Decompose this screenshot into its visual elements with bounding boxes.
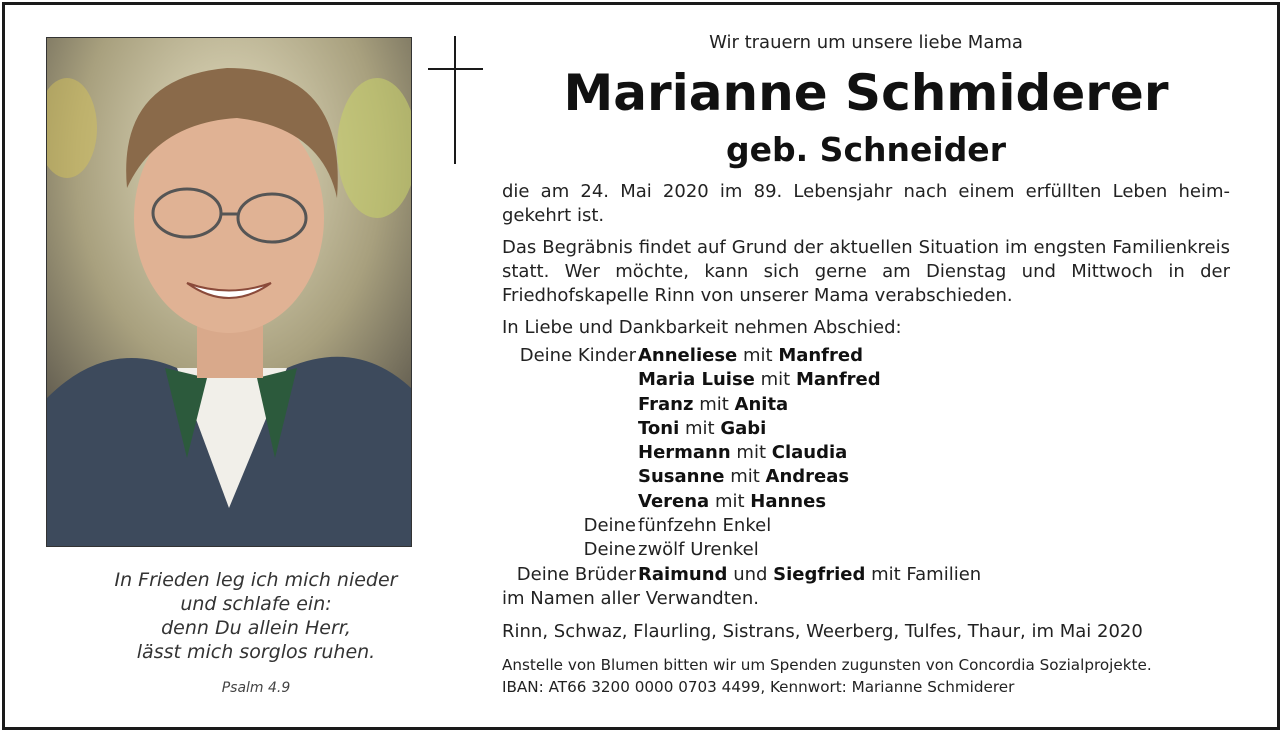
with-word: mit xyxy=(760,369,791,391)
donation-iban: IBAN: AT66 3200 0000 0703 4499, Kennwort: Marianne Schmiderer xyxy=(502,678,1015,696)
children-row-4 xyxy=(502,417,1230,441)
portrait-photo xyxy=(46,37,412,547)
child-name: Hermann xyxy=(638,442,731,464)
with-word: mit xyxy=(730,466,760,488)
child-name: Susanne xyxy=(638,466,725,488)
portrait-illustration xyxy=(47,38,411,546)
intro-line: Wir trauern um unsere liebe Mama xyxy=(709,32,1023,53)
partner-name: Manfred xyxy=(795,369,881,391)
children-row-2 xyxy=(502,368,1230,392)
with-word: mit xyxy=(736,442,767,464)
partner-name: Hannes xyxy=(750,490,827,512)
children-row-5 xyxy=(502,441,1230,465)
child-name: Franz xyxy=(638,393,694,415)
children-label: Deine Kinder xyxy=(519,345,636,366)
brother-name: Siegfried xyxy=(773,563,866,585)
partner-name: Andreas xyxy=(765,466,850,488)
cross-vertical-bar xyxy=(454,36,456,164)
deceased-name: Marianne Schmiderer xyxy=(563,64,1169,122)
child-name: Anneliese xyxy=(638,345,738,366)
children-row-1 xyxy=(502,344,1230,368)
with-word: mit xyxy=(684,417,715,439)
brother-name: Raimund xyxy=(638,563,728,585)
cross-horizontal-bar xyxy=(428,68,483,70)
funeral-paragraph: Das Begräbnis findet auf Grund der aktuellen Situation im engsten Familienkreis statt. Wer möchte, kann sich gerne am Dienstag und Mittwoch in der Friedhofskapelle Rinn von unserer Mama verabschieden. xyxy=(502,237,1230,306)
children-row-6 xyxy=(502,465,1230,489)
child-name: Toni xyxy=(638,417,680,439)
brothers-suffix: mit Familien xyxy=(871,563,982,585)
quote-reference: Psalm 4.9 xyxy=(221,680,291,696)
relatives-row xyxy=(502,587,1230,611)
grandchildren-row xyxy=(502,514,1230,538)
and-word: und xyxy=(733,563,768,585)
children-row-3 xyxy=(502,393,1230,417)
child-name: Maria Luise xyxy=(638,369,755,391)
great-grandchildren-label: Deine xyxy=(583,539,636,561)
brothers-label: Deine Brüder xyxy=(516,563,636,585)
brothers-row xyxy=(502,563,1230,587)
partner-name: Gabi xyxy=(720,417,767,439)
partner-name: Manfred xyxy=(778,345,863,366)
grandchildren-label: Deine xyxy=(583,515,636,537)
mourners-list xyxy=(502,344,1230,611)
farewell-line: In Liebe und Dankbarkeit nehmen Abschied: xyxy=(502,317,902,338)
with-word: mit xyxy=(742,345,773,366)
children-row-7 xyxy=(502,490,1230,514)
quote-line: denn Du allein Herr, xyxy=(161,617,351,639)
maiden-name: geb. Schneider xyxy=(726,130,1006,169)
with-word: mit xyxy=(699,393,729,415)
death-paragraph: die am 24. Mai 2020 im 89. Lebensjahr nach einem erfüllten Leben heim-gekehrt ist. xyxy=(502,181,1230,226)
child-name: Verena xyxy=(638,490,710,512)
quote-line: und schlafe ein: xyxy=(180,593,332,615)
grandchildren-value: fünfzehn Enkel xyxy=(638,515,772,537)
quote-line: In Frieden leg ich mich nieder xyxy=(114,569,398,591)
great-grandchildren-row xyxy=(502,538,1230,562)
with-word: mit xyxy=(714,490,745,512)
places-date: Rinn, Schwaz, Flaurling, Sistrans, Weerberg, Tulfes, Thaur, im Mai 2020 xyxy=(502,621,1143,642)
relatives-line: im Namen aller Verwandten. xyxy=(502,587,759,609)
great-grandchildren-value: zwölf Urenkel xyxy=(638,539,759,561)
quote-line: lässt mich sorglos ruhen. xyxy=(136,641,376,663)
psalm-quote xyxy=(46,568,466,700)
partner-name: Anita xyxy=(734,393,789,415)
partner-name: Claudia xyxy=(771,442,848,464)
donation-text: Anstelle von Blumen bitten wir um Spenden zugunsten von Concordia Sozialprojekte. xyxy=(502,656,1152,674)
donation-block xyxy=(502,654,1242,698)
